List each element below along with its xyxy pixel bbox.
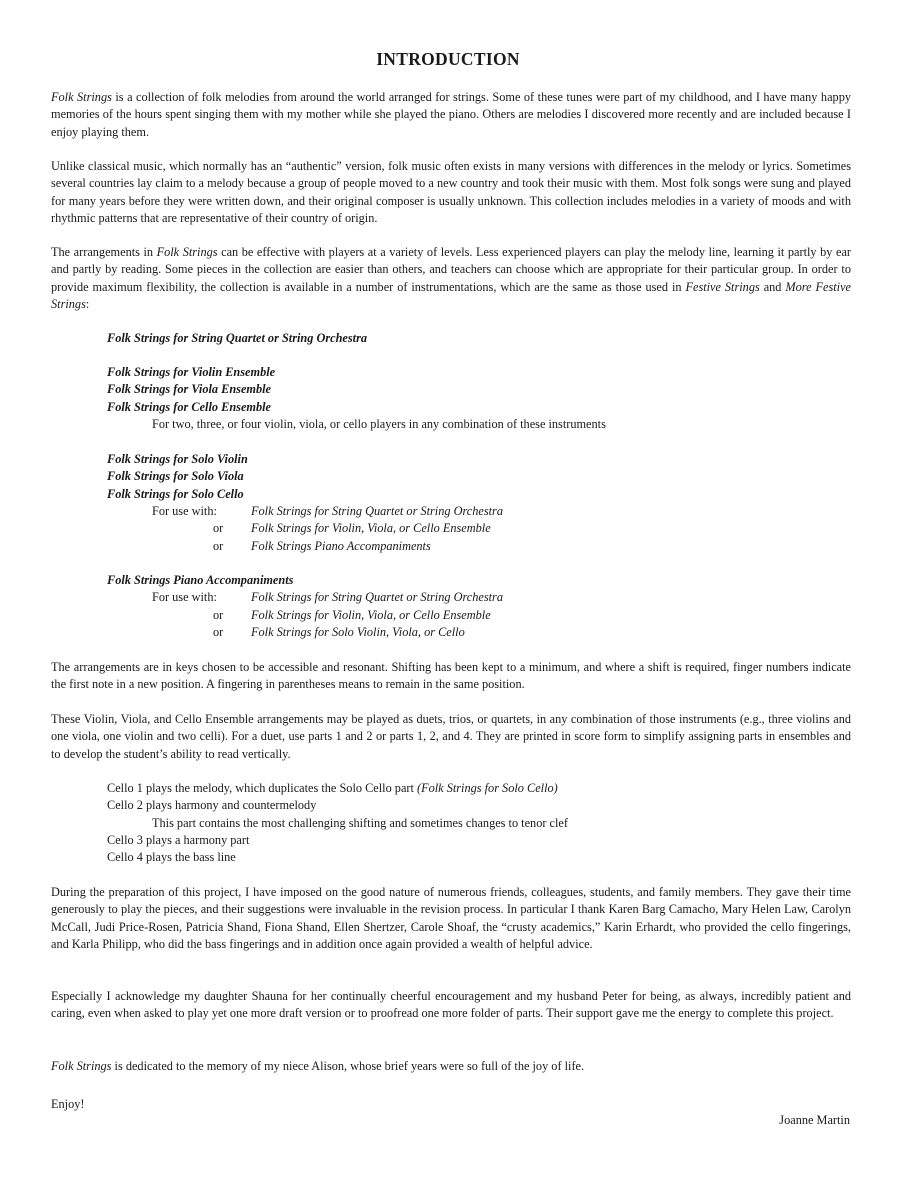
cello-4-part: Cello 4 plays the bass line — [107, 850, 236, 864]
use-with-title: Folk Strings for String Quartet or String Orchestra — [251, 504, 503, 518]
intro-paragraph-5: These Violin, Viola, and Cello Ensemble arrangements may be played as duets, trios, or quartets, in any combination of those instruments (e.g., three violins and one viola, one violin and two celli). For a duet, use parts 1 and 2 or parts 1, 2, and 4. They are printed in score form to simplify assigning parts in ensembles and to develop the student’s ability to read vertically. — [51, 712, 851, 761]
edition-piano: Folk Strings Piano Accompaniments — [107, 573, 294, 587]
intro-paragraph-4: The arrangements are in keys chosen to be accessible and resonant. Shifting has been kept to a minimum, and where a shift is required, finger numbers indicate the first note in a new position. A fingering in parentheses means to remain in the same position. — [51, 660, 851, 692]
work-title: Folk Strings — [51, 1059, 112, 1073]
use-with-title: Folk Strings Piano Accompaniments — [251, 539, 431, 553]
use-with-label: or — [213, 625, 224, 639]
edition-solo-viola: Folk Strings for Solo Viola — [107, 469, 244, 483]
closing-text: Enjoy! — [51, 1097, 85, 1111]
use-with-title: Folk Strings for Violin, Viola, or Cello Ensemble — [251, 521, 491, 535]
dedication-paragraph: Folk Strings is dedicated to the memory of my niece Alison, whose brief years were so full of the joy of life. — [51, 1059, 585, 1073]
work-title: More Festive Strings — [51, 279, 852, 312]
family-paragraph: Especially I acknowledge my daughter Shauna for her continually cheerful encouragement and my husband Peter for being, as always, incredibly patient and caring, even when asked to play yet one more draft version or to proofread one more folder of parts. Their support gave me the energy to complete this project. — [51, 989, 851, 1021]
intro-paragraph-2: Unlike classical music, which normally has an “authentic” version, folk music often exists in many versions with differences in the melody or lyrics. Sometimes several countries lay claim to a melody because a group of people moved to a new country and took their music with them. Most folk songs were sung and played for many years before they were written down, and their original composer is usually unknown. This collection includes melodies in a variety of moods and with rhythmic patterns that are representative of their country of origin. — [51, 159, 851, 226]
cello-1-part: Cello 1 plays the melody, which duplicates the Solo Cello part (Folk Strings for Solo Cello) — [107, 781, 558, 795]
use-with-label: For use with: — [152, 504, 217, 518]
cello-3-part: Cello 3 plays a harmony part — [107, 833, 250, 847]
work-title: Folk Strings — [51, 90, 112, 104]
edition-cello-ensemble: Folk Strings for Cello Ensemble — [107, 400, 271, 414]
signature: Joanne Martin — [779, 1113, 850, 1127]
cello-2-part: Cello 2 plays harmony and countermelody — [107, 798, 317, 812]
use-with-label: For use with: — [152, 590, 217, 604]
edition-violin-ensemble: Folk Strings for Violin Ensemble — [107, 365, 276, 379]
edition-viola-ensemble: Folk Strings for Viola Ensemble — [107, 382, 271, 396]
use-with-label: or — [213, 539, 224, 553]
use-with-label: or — [213, 608, 224, 622]
use-with-title: Folk Strings for Violin, Viola, or Cello Ensemble — [251, 608, 491, 622]
cello-2-note: This part contains the most challenging shifting and sometimes changes to tenor clef — [152, 816, 568, 830]
intro-paragraph-1: Folk Strings is a collection of folk melodies from around the world arranged for strings. Some of these tunes were part of my childhood, and I have many happy memories of the hours spent singing them with my mother while she played the piano. Others are melodies I discovered more recently and are included because I enjoy playing them. — [51, 90, 851, 139]
work-title: (Folk Strings for Solo Cello) — [417, 781, 558, 795]
use-with-title: Folk Strings for Solo Violin, Viola, or Cello — [251, 625, 465, 639]
edition-solo-violin: Folk Strings for Solo Violin — [107, 452, 248, 466]
use-with-title: Folk Strings for String Quartet or String Orchestra — [251, 590, 503, 604]
ensemble-note: For two, three, or four violin, viola, or cello players in any combination of these instruments — [152, 417, 606, 431]
work-title: Festive Strings — [685, 279, 760, 294]
acknowledgements-paragraph: During the preparation of this project, I have imposed on the good nature of numerous friends, colleagues, students, and family members. They gave their time generously to play the pieces, and their suggestions were invaluable in the revision process. In particular I thank Karen Barg Camacho, Mary Helen Law, Carolyn McCall, Judi Price-Rosen, Patricia Shand, Fiona Shand, Ellen Shertzer, Carole Shoaf, the “crusty academics,” Karin Erhardt, who provided the cello fingerings, and Karla Philipp, who did the bass fingerings and in addition once again provided a wealth of helpful advice. — [51, 885, 851, 952]
work-title: Folk Strings — [156, 245, 218, 259]
intro-paragraph-3: The arrangements in Folk Strings can be effective with players at a variety of levels. Less experienced players can play the melody line, learning it partly by ear and partly by reading. Some pieces in the collection are easier than others, and teachers can choose which are appropriate for their particular group. In order to provide maximum flexibility, the collection is available in a number of instrumentations, which are the same as those used in Festive Strings and More Festive Strings: — [51, 245, 852, 312]
edition-solo-cello: Folk Strings for Solo Cello — [107, 487, 244, 501]
page-title: INTRODUCTION — [376, 49, 520, 69]
edition-quartet: Folk Strings for String Quartet or String Orchestra — [107, 331, 368, 345]
use-with-label: or — [213, 521, 224, 535]
